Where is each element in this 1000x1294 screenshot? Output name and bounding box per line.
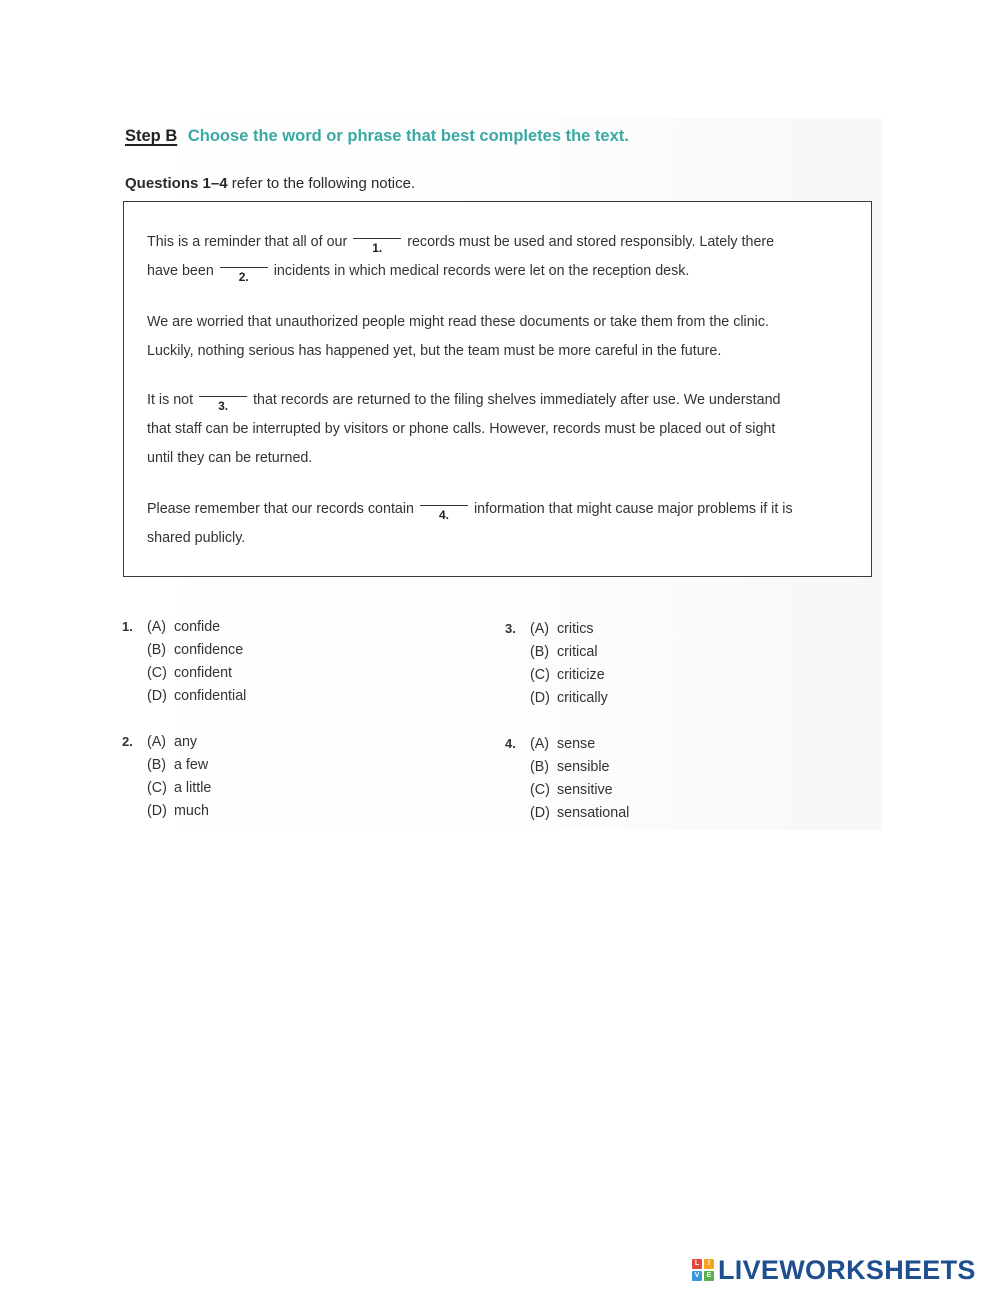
option-text: critical [557,644,598,660]
blank-number: 4. [438,508,449,522]
notice-box [123,201,872,577]
question-number: 3. [505,621,516,636]
option-text: confidential [174,688,247,704]
notice-text: have been [147,263,214,279]
notice-text: that records are returned to the filing shelves immediately after use. We understand [253,392,781,408]
option-letter: (C) [530,667,550,683]
option-4d[interactable] [530,805,629,821]
liveworksheets-brand [692,1256,976,1284]
option-3c[interactable] [530,667,605,683]
option-1d[interactable] [147,688,246,704]
option-4b[interactable] [530,759,609,775]
blank-number: 3. [218,399,229,413]
notice-text: shared publicly. [147,530,246,546]
notice-text: This is a reminder that all of our [147,234,348,250]
option-2c[interactable] [147,780,211,796]
questions-range: Questions 1–4 [125,175,228,192]
option-3b[interactable] [530,644,598,660]
option-1c[interactable] [147,665,232,681]
option-letter: (A) [147,619,167,635]
notice-paragraph-4 [147,495,793,553]
option-letter: (D) [147,803,167,819]
option-letter: (B) [147,642,167,658]
option-letter: (B) [147,757,167,773]
option-text: a few [174,757,209,773]
option-3d[interactable] [530,690,608,706]
option-text: confident [174,665,233,681]
notice-text: Please remember that our records contain [147,501,415,517]
option-1b[interactable] [147,642,243,658]
option-text: critically [557,690,608,706]
option-letter: (A) [530,736,550,752]
notice-paragraph-3 [147,386,780,473]
step-heading [125,127,629,146]
option-text: criticize [557,667,605,683]
notice-text: We are worried that unauthorized people might read these documents or take them from the clinic. [147,314,769,330]
step-instruction: Choose the word or phrase that best completes the text. [187,127,629,145]
option-text: a little [174,780,212,796]
option-letter: (D) [147,688,167,704]
option-text: confidence [174,642,244,658]
notice-paragraph-2 [147,308,769,366]
blank-number: 2. [238,270,249,284]
option-text: much [174,803,209,819]
option-text: sensitive [557,782,613,798]
option-2b[interactable] [147,757,208,773]
blank-1[interactable] [353,232,401,255]
logo-tile: E [704,1271,714,1281]
option-text: sensational [557,805,630,821]
step-label: Step B [125,127,178,145]
notice-text: records must be used and stored responsibly. Lately there [407,234,775,250]
option-text: any [174,734,198,750]
option-letter: (C) [530,782,550,798]
option-4a[interactable] [530,736,595,752]
option-letter: (D) [530,690,550,706]
liveworksheets-logo-icon [692,1259,714,1281]
logo-tile: L [692,1259,702,1269]
option-letter: (C) [147,780,167,796]
blank-number: 1. [372,241,383,255]
option-text: confide [174,619,221,635]
option-text: sensible [557,759,610,775]
notice-text: incidents in which medical records were let on the reception desk. [273,263,690,279]
notice-text: information that might cause major problems if it is [473,501,793,517]
question-number: 4. [505,736,516,751]
option-1a[interactable] [147,619,220,635]
option-letter: (B) [530,759,550,775]
question-number: 2. [122,734,133,749]
logo-tile: V [692,1271,702,1281]
option-letter: (A) [147,734,167,750]
blank-4[interactable] [420,499,468,522]
question-number: 1. [122,619,133,634]
option-3a[interactable] [530,621,594,637]
option-4c[interactable] [530,782,613,798]
blank-2[interactable] [220,261,268,284]
option-2a[interactable] [147,734,197,750]
option-text: critics [557,621,594,637]
brand-name: LIVEWORKSHEETS [718,1255,976,1285]
option-text: sense [557,736,596,752]
option-letter: (D) [530,805,550,821]
logo-tile: I [704,1259,714,1269]
notice-text: Luckily, nothing serious has happened yet, but the team must be more careful in the future. [147,343,722,359]
option-letter: (C) [147,665,167,681]
notice-text: that staff can be interrupted by visitors or phone calls. However, records must be placed out of sight [147,421,776,437]
option-letter: (A) [530,621,550,637]
option-letter: (B) [530,644,550,660]
option-2d[interactable] [147,803,209,819]
questions-intro-text: refer to the following notice. [231,175,416,192]
questions-intro [125,175,415,192]
notice-text: until they can be returned. [147,450,313,466]
notice-paragraph-1 [147,228,774,286]
notice-text: It is not [147,392,194,408]
blank-3[interactable] [199,390,247,413]
